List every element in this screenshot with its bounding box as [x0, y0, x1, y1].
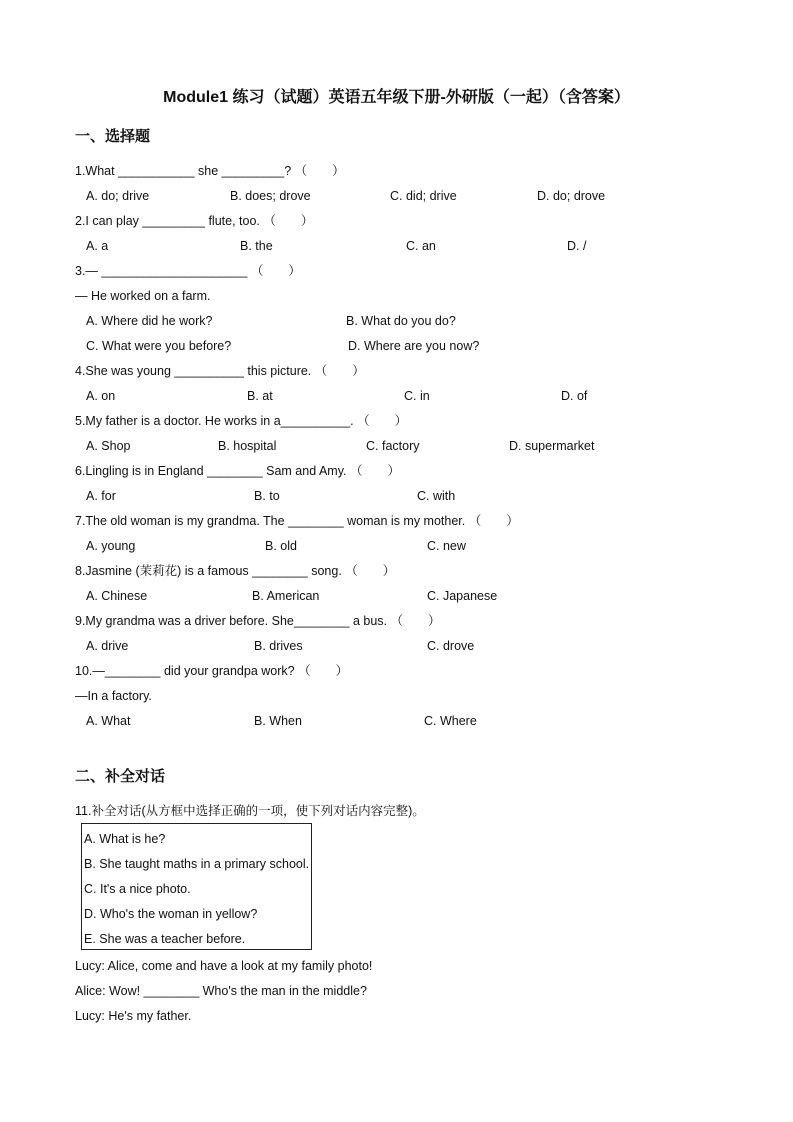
q4-option-b[interactable]: B. at: [247, 389, 273, 403]
question-8-stem: 8.Jasmine (茉莉花) is a famous ________ song. （ ）: [75, 564, 396, 578]
box-option-b: B. She taught maths in a primary school.: [84, 857, 310, 871]
question-2-stem: 2.I can play _________ flute, too. （ ）: [75, 214, 314, 228]
q6-option-a[interactable]: A. for: [86, 489, 116, 503]
q6-option-b[interactable]: B. to: [254, 489, 280, 503]
q9-option-c[interactable]: C. drove: [427, 639, 475, 653]
q2-option-a[interactable]: A. a: [86, 239, 109, 253]
q4-option-a[interactable]: A. on: [86, 389, 116, 403]
q5-option-b[interactable]: B. hospital: [218, 439, 277, 453]
question-9-stem: 9.My grandma was a driver before. She________ a bus. （ ）: [75, 614, 441, 628]
q1-option-d[interactable]: D. do; drove: [537, 189, 606, 203]
q4-option-c[interactable]: C. in: [404, 389, 430, 403]
question-3-stem: 3.— _____________________ （ ）: [75, 264, 301, 278]
q5-option-d[interactable]: D. supermarket: [509, 439, 595, 453]
q4-option-d[interactable]: D. of: [561, 389, 588, 403]
q3-option-d[interactable]: D. Where are you now?: [348, 339, 480, 353]
q2-option-c[interactable]: C. an: [406, 239, 436, 253]
q10-option-c[interactable]: C. Where: [424, 714, 477, 728]
box-option-e: E. She was a teacher before.: [84, 932, 246, 946]
q10-option-a[interactable]: A. What: [86, 714, 131, 728]
q7-option-a[interactable]: A. young: [86, 539, 136, 553]
q1-option-c[interactable]: C. did; drive: [390, 189, 457, 203]
question-10-stem: 10.—________ did your grandpa work? （ ）: [75, 664, 349, 678]
question-6-stem: 6.Lingling is in England ________ Sam and Amy. （ ）: [75, 464, 400, 478]
q8-option-c[interactable]: C. Japanese: [427, 589, 498, 603]
document-title: Module1 练习（试题）英语五年级下册-外研版（一起）（含答案）: [163, 89, 630, 106]
q3-option-b[interactable]: B. What do you do?: [346, 314, 456, 328]
q3-option-c[interactable]: C. What were you before?: [86, 339, 232, 353]
q10-option-b[interactable]: B. When: [254, 714, 302, 728]
q5-option-a[interactable]: A. Shop: [86, 439, 131, 453]
question-7-stem: 7.The old woman is my grandma. The ________ woman is my mother. （ ）: [75, 514, 519, 528]
q1-option-b[interactable]: B. does; drove: [230, 189, 311, 203]
question-3-answer-line: — He worked on a farm.: [75, 289, 211, 303]
question-11-stem: 11.补全对话(从方框中选择正确的一项，使下列对话内容完整)。: [75, 804, 425, 818]
question-1-stem: 1.What ___________ she _________? （ ）: [75, 164, 345, 178]
dialogue-line-3: Lucy: He's my father.: [75, 1009, 192, 1023]
dialogue-line-1: Lucy: Alice, come and have a look at my family photo!: [75, 959, 373, 973]
box-option-c: C. It's a nice photo.: [84, 882, 191, 896]
q2-option-b[interactable]: B. the: [240, 239, 273, 253]
question-4-stem: 4.She was young __________ this picture. （ ）: [75, 364, 365, 378]
q2-option-d[interactable]: D. /: [567, 239, 587, 253]
box-option-a: A. What is he?: [84, 832, 166, 846]
dialogue-line-2: Alice: Wow! ________ Who's the man in the middle?: [75, 984, 367, 998]
section-heading-choice: 一、选择题: [75, 128, 151, 145]
box-option-d: D. Who's the woman in yellow?: [84, 907, 258, 921]
q9-option-b[interactable]: B. drives: [254, 639, 303, 653]
q3-option-a[interactable]: A. Where did he work?: [86, 314, 213, 328]
section-heading-dialogue: 二、补全对话: [75, 768, 166, 785]
question-5-stem: 5.My father is a doctor. He works in a__________. （ ）: [75, 414, 408, 428]
q6-option-c[interactable]: C. with: [417, 489, 456, 503]
q5-option-c[interactable]: C. factory: [366, 439, 420, 453]
q8-option-a[interactable]: A. Chinese: [86, 589, 148, 603]
q8-option-b[interactable]: B. American: [252, 589, 320, 603]
q7-option-c[interactable]: C. new: [427, 539, 466, 553]
question-10-answer-line: —In a factory.: [75, 689, 152, 703]
q1-option-a[interactable]: A. do; drive: [86, 189, 150, 203]
q7-option-b[interactable]: B. old: [265, 539, 297, 553]
q9-option-a[interactable]: A. drive: [86, 639, 129, 653]
